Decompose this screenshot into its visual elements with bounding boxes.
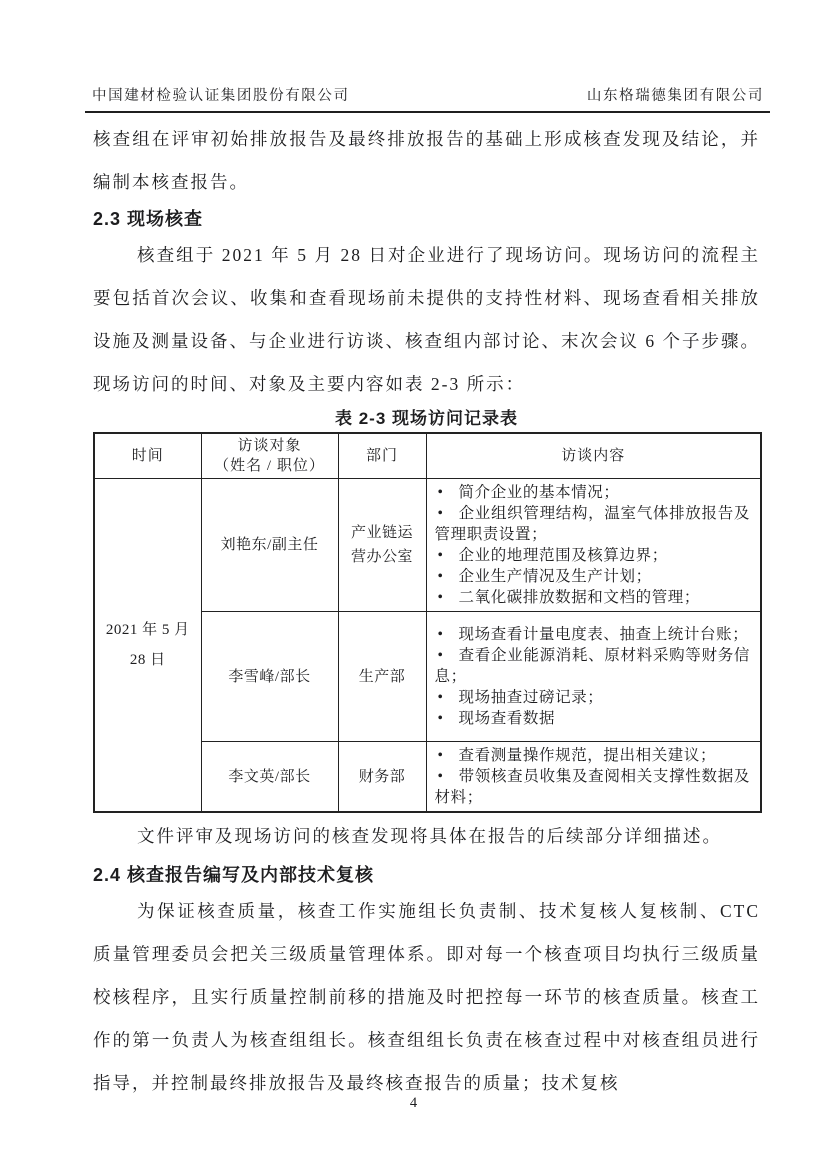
list-item xyxy=(435,745,751,766)
site-visit-table xyxy=(93,432,762,813)
list-item xyxy=(435,687,751,708)
topics-cell xyxy=(426,612,761,742)
bullet-icon xyxy=(435,645,459,666)
interviewee-cell: 李文英/部长 xyxy=(201,742,338,813)
page-content xyxy=(93,114,760,1105)
bullet-icon xyxy=(435,745,459,766)
list-item xyxy=(435,587,751,608)
column-header-interviewee-line2: （姓名 / 职位） xyxy=(214,458,325,474)
after-table-paragraph: 文件评审及现场访问的核查发现将具体在报告的后续部分详细描述。 xyxy=(137,826,722,846)
list-item-text: 现场抽查过磅记录； xyxy=(458,689,604,706)
topics-cell xyxy=(426,479,761,612)
list-item-text: 企业的地理范围及核算边界； xyxy=(458,547,668,564)
header-company-left: 中国建材检验认证集团股份有限公司 xyxy=(92,88,350,104)
bullet-icon xyxy=(435,587,459,608)
list-item xyxy=(435,545,751,566)
visit-date-cell: 2021 年 5 月 28 日 xyxy=(94,479,201,813)
column-header-department: 部门 xyxy=(338,433,426,479)
list-item xyxy=(435,566,751,587)
column-header-content: 访谈内容 xyxy=(426,433,761,479)
bullet-icon xyxy=(435,503,459,524)
list-item-text: 现场查看计量电度表、抽查上统计台账； xyxy=(458,626,749,643)
table-header-row xyxy=(94,433,761,479)
bullet-icon xyxy=(435,708,459,729)
bullet-icon xyxy=(435,766,459,787)
running-header xyxy=(85,86,770,113)
header-company-right: 山东格瑞德集团有限公司 xyxy=(586,88,764,104)
bullet-icon xyxy=(435,566,459,587)
list-item xyxy=(435,482,751,503)
list-item-text: 查看测量操作规范，提出相关建议； xyxy=(458,747,717,764)
bullet-icon xyxy=(435,624,459,645)
list-item xyxy=(435,624,751,645)
department-cell: 产业链运营办公室 xyxy=(338,479,426,612)
page-number: 4 xyxy=(409,1095,418,1111)
table-title: 表 2-3 现场访问记录表 xyxy=(334,409,519,428)
list-item-text: 简介企业的基本情况； xyxy=(458,484,620,501)
interviewee-cell: 刘艳东/副主任 xyxy=(201,479,338,612)
department-cell: 生产部 xyxy=(338,612,426,742)
bullet-icon xyxy=(435,482,459,503)
column-header-interviewee-line1: 访谈对象 xyxy=(237,438,302,454)
list-item-text: 二氧化碳排放数据和文档的管理； xyxy=(458,589,701,606)
table-row xyxy=(94,479,761,612)
list-item xyxy=(435,645,751,687)
bullet-icon xyxy=(435,545,459,566)
list-item-text: 带领核查员收集及查阅相关支撑性数据及材料； xyxy=(434,768,750,806)
section-2-4-paragraph: 为保证核查质量，核查工作实施组长负责制、技术复核人复核制、CTC 质量管理委员会把关三级质量管理体系。即对每一个核查项目均执行三级质量校核程序，且实行质量控制前移的措施及时把控每一环节的核查质量。核查工作的第一负责人为核查组组长。核查组组长负责在核查过程中对核查组员进行指导，并控制最终排放报告及最终核查报告的质量；技术复核 xyxy=(93,901,760,1093)
list-item xyxy=(435,766,751,808)
topics-cell xyxy=(426,742,761,813)
department-cell: 财务部 xyxy=(338,742,426,813)
list-item-text: 企业生产情况及生产计划； xyxy=(458,568,652,585)
section-2-3-heading: 2.3 现场核查 xyxy=(93,209,204,229)
list-item xyxy=(435,708,751,729)
column-header-time: 时间 xyxy=(94,433,201,479)
list-item-text: 查看企业能源消耗、原材料采购等财务信息； xyxy=(434,647,750,685)
list-item-text: 企业组织管理结构，温室气体排放报告及管理职责设置； xyxy=(434,505,750,543)
interviewee-cell: 李雪峰/部长 xyxy=(201,612,338,742)
section-2-3-paragraph: 核查组于 2021 年 5 月 28 日对企业进行了现场访问。现场访问的流程主要包括首次会议、收集和查看现场前未提供的支持性材料、现场查看相关排放设施及测量设备、与企业进行访谈、核查组内部讨论、末次会议 6 个子步骤。现场访问的时间、对象及主要内容如表 2-3 所示： xyxy=(93,245,760,394)
intro-paragraph: 核查组在评审初始排放报告及最终排放报告的基础上形成核查发现及结论，并编制本核查报告。 xyxy=(93,129,760,192)
list-item xyxy=(435,503,751,545)
bullet-icon xyxy=(435,687,459,708)
column-header-interviewee xyxy=(201,433,338,479)
list-item-text: 现场查看数据 xyxy=(458,710,556,727)
section-2-4-heading: 2.4 核查报告编写及内部技术复核 xyxy=(93,865,375,885)
